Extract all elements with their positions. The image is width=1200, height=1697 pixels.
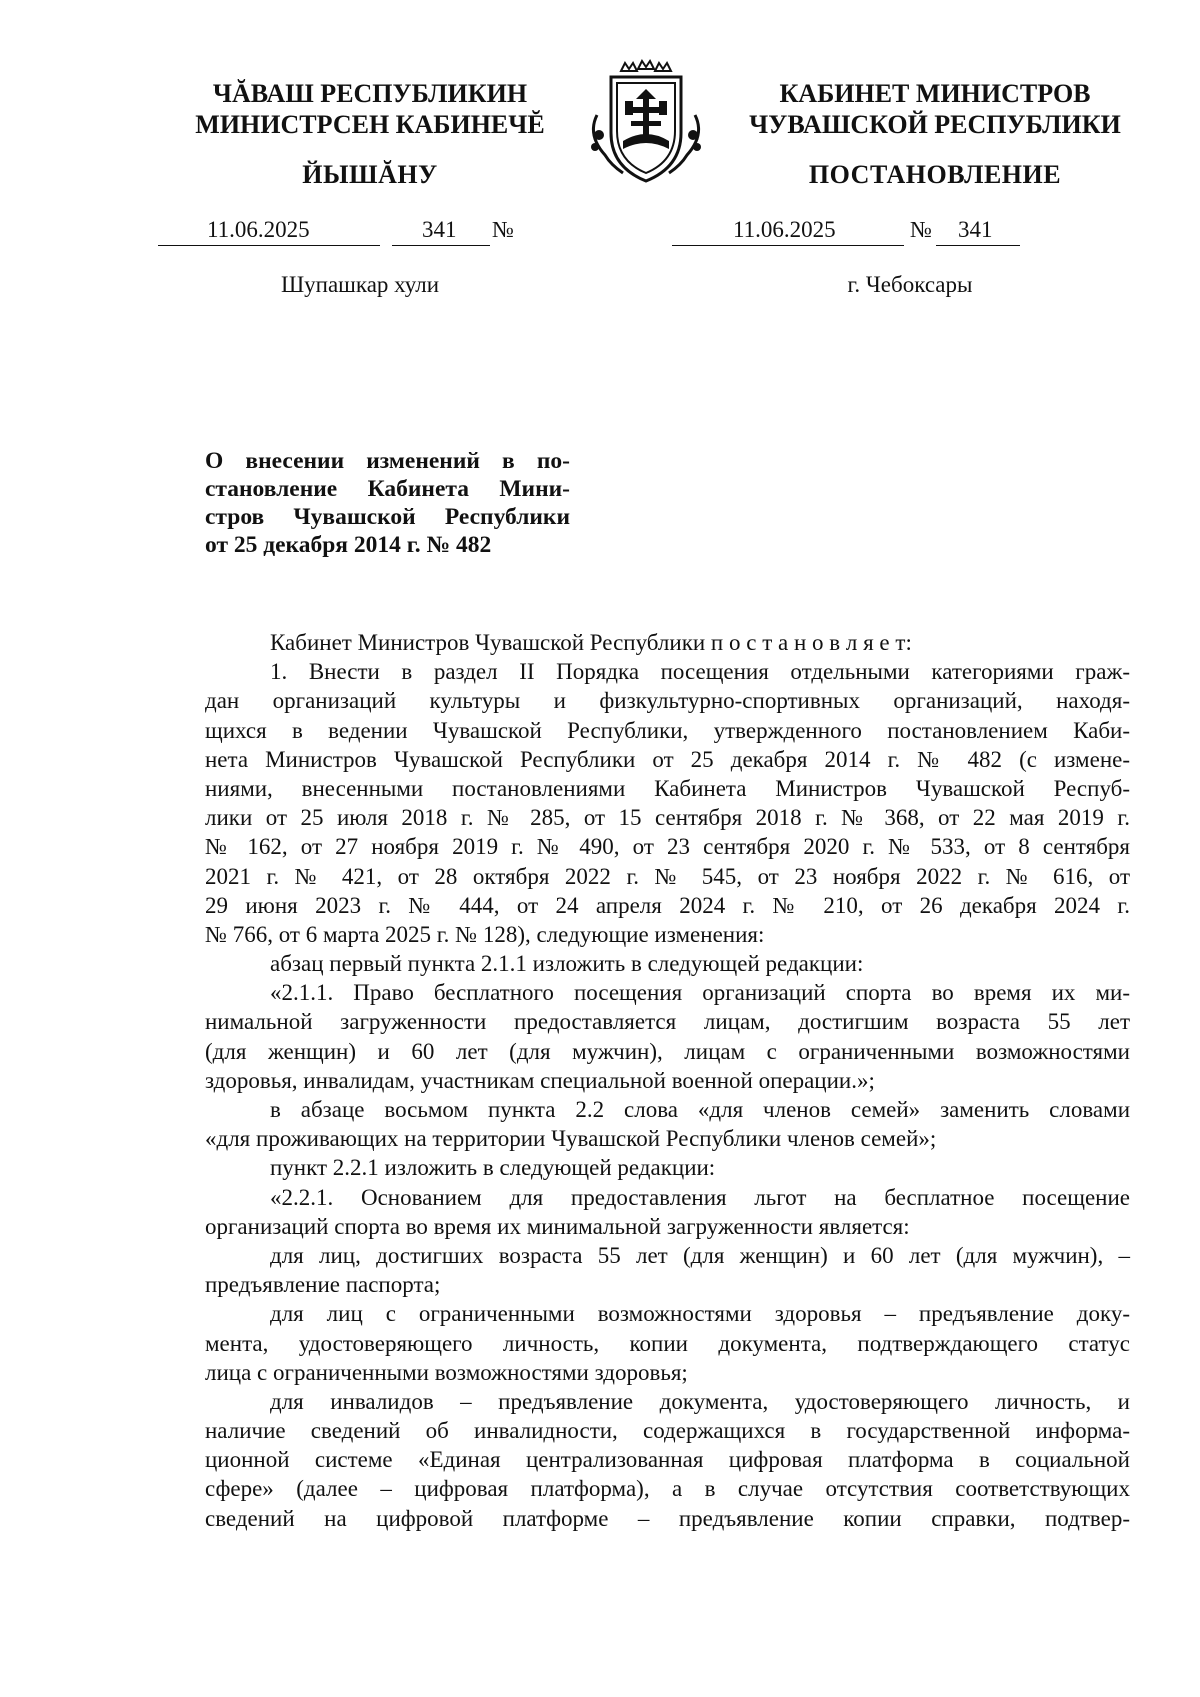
title-line: стров Чувашской Республики <box>205 504 570 530</box>
body-line: № 766, от 6 марта 2025 г. № 128), следующие изменения: <box>205 921 765 947</box>
body-line: (для женщин) и 60 лет (для мужчин), лицам с ограниченными возможностями <box>205 1038 1130 1064</box>
body-line: ниями, внесенными постановлениями Кабинета Министров Чувашской Респуб- <box>205 775 1130 801</box>
body-line: для лиц, достигших возраста 55 лет (для женщин) и 60 лет (для мужчин), – <box>270 1242 1130 1268</box>
chuvash-republic-emblem-icon <box>577 55 715 187</box>
header-right-doc-type: ПОСТАНОВЛЕНИЕ <box>808 160 1062 189</box>
body-line: ционной системе «Единая централизованная цифровая платформа в социальной <box>205 1447 1130 1473</box>
body-line: 2021 г. № 421, от 28 октября 2022 г. № 545, от 23 ноября 2022 г. № 616, от <box>205 863 1130 889</box>
header-right-line-1: КАБИНЕТ МИНИСТРОВ <box>779 79 1091 108</box>
body-line: лики от 25 июля 2018 г. № 285, от 15 сентября 2018 г. № 368, от 22 мая 2019 г. <box>205 805 1130 831</box>
document-body <box>205 628 1130 1533</box>
body-line: нета Министров Чувашской Республики от 25 декабря 2014 г. № 482 (с измене- <box>205 746 1130 772</box>
right-number-sign: № <box>910 217 932 242</box>
body-line: лица с ограниченными возможностями здоровья; <box>205 1359 688 1385</box>
body-line: мента, удостоверяющего личность, копии документа, подтверждающего статус <box>205 1330 1130 1356</box>
body-line: 29 июня 2023 г. № 444, от 24 апреля 2024 г. № 210, от 26 декабря 2024 г. <box>205 892 1130 918</box>
left-date: 11.06.2025 <box>207 217 310 242</box>
left-number-underline <box>392 245 490 246</box>
body-line: наличие сведений об инвалидности, содержащихся в государственной информа- <box>205 1418 1130 1444</box>
body-line: «для проживающих на территории Чувашской Республики членов семей»; <box>205 1126 937 1152</box>
header-left-line-1: ЧĂВАШ РЕСПУБЛИКИН <box>212 79 528 108</box>
header-left-doc-type: ЙЫШĂНУ <box>302 160 438 189</box>
right-number-underline <box>936 245 1020 246</box>
left-place: Шупашкар хули <box>280 272 440 297</box>
body-line: пункт 2.2.1 изложить в следующей редакции: <box>270 1155 716 1181</box>
header-left-title <box>160 78 580 140</box>
title-line: становление Кабинета Мини- <box>205 476 570 502</box>
title-line: от 25 декабря 2014 г. № 482 <box>205 532 492 558</box>
right-date-underline <box>672 245 904 246</box>
body-line: «2.2.1. Основанием для предоставления льгот на бесплатное посещение <box>270 1184 1130 1210</box>
body-line: дан организаций культуры и физкультурно-спортивных организаций, находя- <box>205 688 1130 714</box>
body-line: сведений на цифровой платформе – предъявление копии справки, подтвер- <box>205 1505 1130 1531</box>
body-line: в абзаце восьмом пункта 2.2 слова «для членов семей» заменить словами <box>270 1097 1130 1122</box>
body-line: предъявление паспорта; <box>205 1272 441 1298</box>
document-title <box>205 447 570 559</box>
right-number: 341 <box>958 217 993 242</box>
body-line: сфере» (далее – цифровая платформа), а в случае отсутствия соответствующих <box>205 1476 1130 1502</box>
header-right-line-2: ЧУВАШСКОЙ РЕСПУБЛИКИ <box>749 110 1121 139</box>
body-line: Кабинет Министров Чувашской Республики п о с т а н о в л я е т: <box>270 630 912 655</box>
left-date-underline <box>158 245 380 246</box>
left-number-sign: № <box>492 217 514 242</box>
header-left-line-2: МИНИСТРСЕН КАБИНЕЧĔ <box>195 110 545 139</box>
header-right-title <box>735 78 1135 140</box>
right-place: г. Чебоксары <box>847 272 973 297</box>
body-line: 1. Внести в раздел II Порядка посещения отдельными категориями граж- <box>270 659 1130 685</box>
right-date: 11.06.2025 <box>733 217 836 242</box>
body-line: абзац первый пункта 2.1.1 изложить в следующей редакции: <box>270 951 864 977</box>
body-line: для лиц с ограниченными возможностями здоровья – предъявление доку- <box>270 1301 1130 1327</box>
body-line: здоровья, инвалидам, участникам специальной военной операции.»; <box>205 1067 875 1093</box>
body-line: «2.1.1. Право бесплатного посещения организаций спорта во время их ми- <box>270 980 1130 1006</box>
left-number: 341 <box>422 217 457 242</box>
body-line: организаций спорта во время их минимальной загруженности является: <box>205 1213 910 1239</box>
body-line: для инвалидов – предъявление документа, удостоверяющего личность, и <box>270 1388 1130 1414</box>
body-line: щихся в ведении Чувашской Республики, утвержденного постановлением Каби- <box>205 717 1130 743</box>
body-line: № 162, от 27 ноября 2019 г. № 490, от 23 сентября 2020 г. № 533, от 8 сентября <box>205 834 1130 860</box>
body-line: нимальной загруженности предоставляется лицам, достигшим возраста 55 лет <box>205 1009 1130 1035</box>
title-line: О внесении изменений в по- <box>205 448 570 474</box>
